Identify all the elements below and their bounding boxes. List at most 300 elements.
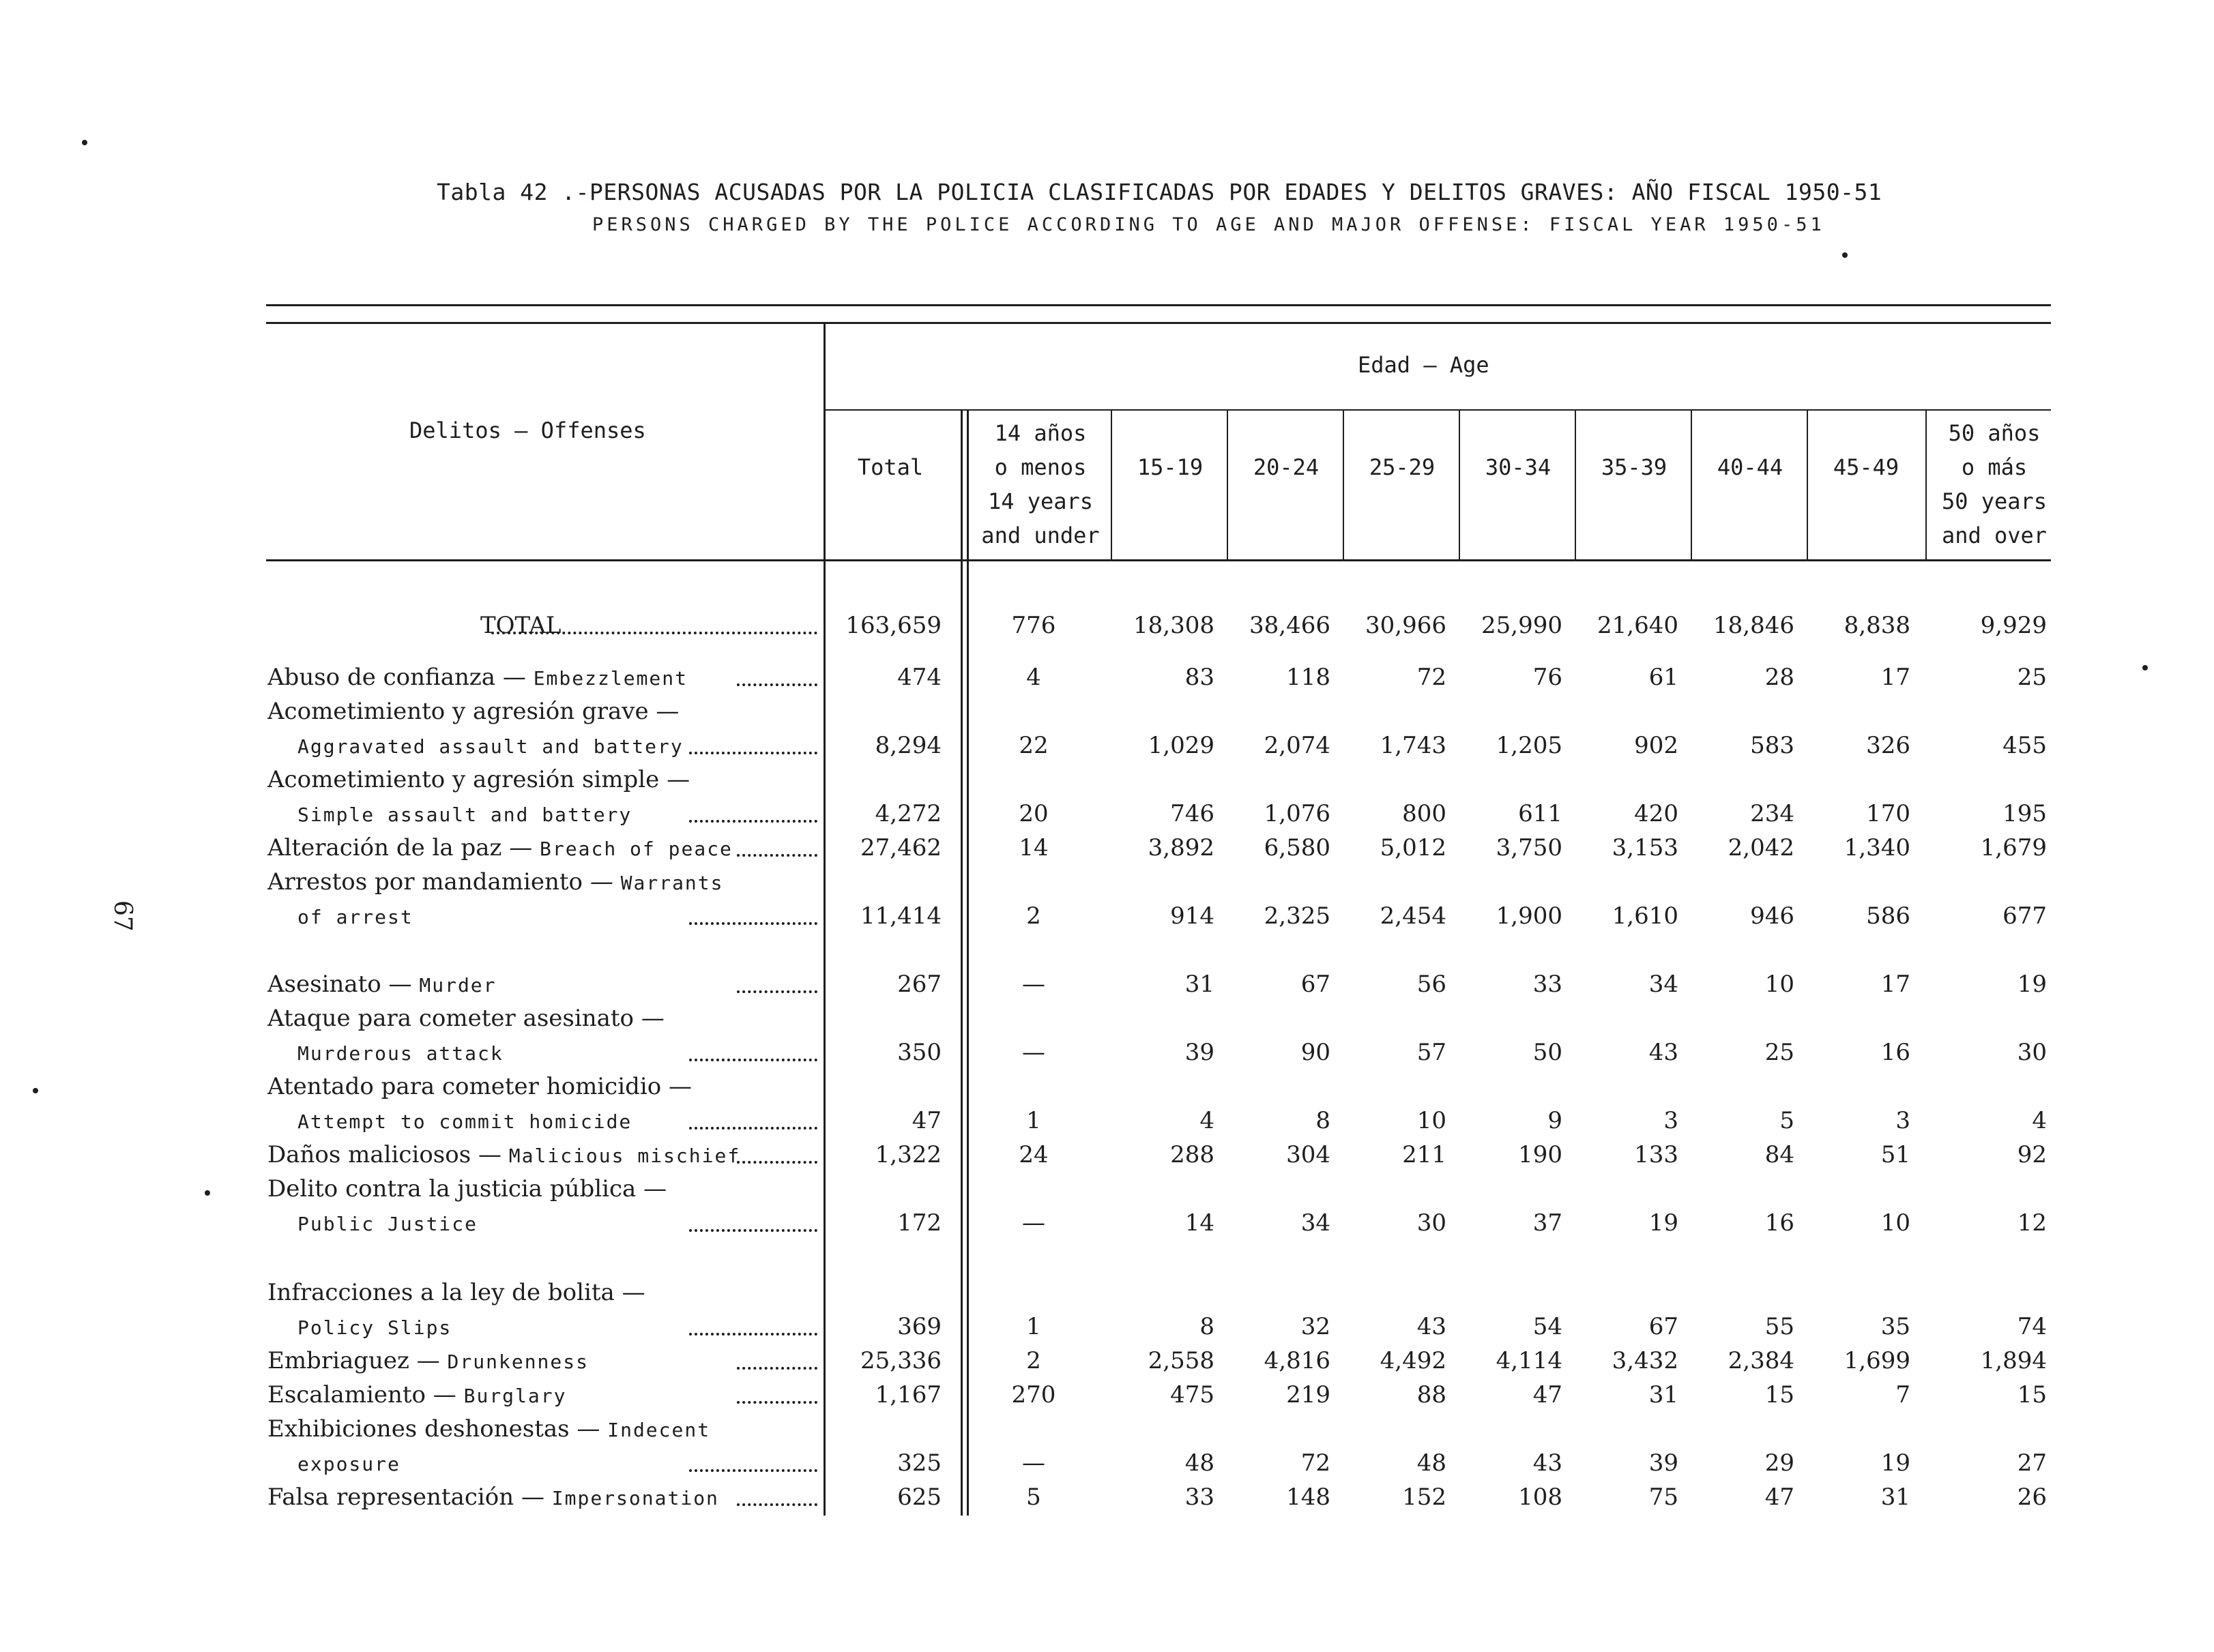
table-cell: 3,750 — [1496, 834, 1562, 861]
table-cell — [1808, 763, 1910, 797]
table-cell — [1460, 694, 1562, 728]
table-cell: 1,029 — [1148, 732, 1214, 759]
table-cell — [1460, 865, 1562, 899]
table-cell — [826, 1275, 942, 1310]
table-cell: 57 — [1416, 1039, 1446, 1066]
dot-leader — [689, 1301, 817, 1336]
dot-leader — [491, 600, 817, 634]
offense-english: Aggravated assault and battery — [297, 735, 684, 758]
table-cell: 583 — [1750, 732, 1794, 759]
table-cell: 190 — [1518, 1141, 1562, 1168]
table-cell: 84 — [1764, 1141, 1794, 1168]
column-header-line: 25-29 — [1369, 454, 1436, 480]
dot-leader — [689, 788, 817, 823]
table-cell — [1344, 1172, 1446, 1206]
table-cell: 88 — [1416, 1381, 1446, 1408]
table-cell: 1,679 — [1980, 834, 2047, 861]
offense-spanish: Asesinato — — [267, 971, 420, 998]
offense-english: Policy Slips — [297, 1316, 452, 1339]
table-cell: 195 — [2002, 800, 2047, 827]
table-cell: 474 — [897, 664, 942, 691]
table-cell: 10 — [1764, 971, 1794, 998]
table-cell: 31 — [1880, 1484, 1910, 1511]
table-cell: 420 — [1634, 800, 1678, 827]
table-cell: 17 — [1880, 664, 1910, 691]
column-header-line: 20-24 — [1253, 454, 1320, 480]
table-cell — [1228, 1172, 1330, 1206]
table-cell — [1576, 1172, 1678, 1206]
table-cell — [1460, 1275, 1562, 1310]
table-cell: 31 — [1184, 971, 1214, 998]
table-cell: 26 — [2017, 1484, 2047, 1511]
table-cell: 170 — [1866, 800, 1910, 827]
column-header-line — [1337, 518, 1467, 552]
table-cell: 163,659 — [845, 612, 942, 639]
table-cell — [826, 1412, 942, 1446]
table-cell: 28 — [1764, 664, 1794, 691]
dot-leader — [689, 1198, 817, 1232]
table-cell — [1808, 1412, 1910, 1446]
table-cell — [1576, 865, 1678, 899]
table-cell: 50 — [1532, 1039, 1562, 1066]
table-cell: 12 — [2017, 1209, 2047, 1237]
table-cell: 118 — [1286, 664, 1330, 691]
table-cell — [1692, 1001, 1794, 1035]
column-divider — [961, 409, 963, 1516]
scan-speck — [33, 1088, 38, 1093]
table-cell: 19 — [1648, 1209, 1678, 1237]
table-cell: 325 — [897, 1449, 942, 1477]
table-cell — [1692, 1070, 1794, 1104]
table-cell: 1,205 — [1496, 732, 1562, 759]
table-cell: 9,929 — [1980, 612, 2047, 639]
table-cell: 25 — [2017, 664, 2047, 691]
column-header — [962, 416, 1119, 552]
table-cell: 2,325 — [1264, 902, 1330, 930]
table-cell — [969, 865, 1098, 899]
column-header-line — [1453, 518, 1583, 552]
table-cell: 18,308 — [1133, 612, 1214, 639]
column-header-line — [1453, 416, 1583, 450]
scan-speck — [1842, 252, 1848, 258]
table-cell: 30 — [1416, 1209, 1446, 1237]
table-cell — [1344, 1070, 1446, 1104]
column-header-line — [1801, 484, 1931, 518]
table-cell — [826, 763, 942, 797]
offense-spanish: Atentado para cometer homicidio — — [267, 1073, 693, 1100]
table-cell: 914 — [1170, 902, 1214, 930]
table-cell: 4 — [1199, 1107, 1214, 1134]
column-header — [1921, 416, 2067, 552]
column-header-line: 14 years — [987, 488, 1094, 514]
table-cell: 24 — [1019, 1141, 1049, 1168]
top-rule — [266, 304, 2051, 306]
table-cell: 234 — [1750, 800, 1794, 827]
table-cell — [1112, 1070, 1214, 1104]
column-header — [1221, 416, 1351, 552]
offense-english: Indecent — [607, 1419, 711, 1441]
table-cell — [1228, 1412, 1330, 1446]
table-cell: 72 — [1300, 1449, 1330, 1477]
table-cell — [1692, 865, 1794, 899]
table-cell: 4 — [1026, 664, 1041, 691]
table-cell: 148 — [1286, 1484, 1330, 1511]
header-bottom-rule — [266, 559, 2051, 561]
dot-leader — [689, 720, 817, 754]
table-cell — [1928, 763, 2047, 797]
table-cell — [1692, 1275, 1794, 1310]
table-cell — [1112, 1275, 1214, 1310]
offense-spanish: Exhibiciones deshonestas — — [267, 1415, 608, 1443]
column-header — [1569, 416, 1699, 552]
table-cell: 1,076 — [1264, 800, 1330, 827]
table-cell: 21,640 — [1597, 612, 1678, 639]
table-cell: 27 — [2017, 1449, 2047, 1477]
table-cell: — — [1022, 971, 1045, 998]
offense-english: Warrants — [620, 872, 724, 894]
table-cell: 4,272 — [875, 800, 942, 827]
column-header-line — [1337, 484, 1467, 518]
offense-english: Murder — [419, 974, 497, 997]
table-cell: 677 — [2002, 902, 2047, 930]
table-cell — [1928, 1001, 2047, 1035]
table-cell: 25 — [1764, 1039, 1794, 1066]
dot-leader — [689, 891, 817, 925]
table-cell — [1928, 1172, 2047, 1206]
page-number: 67 — [108, 900, 136, 932]
offense-english: exposure — [297, 1453, 400, 1475]
column-header-line — [1569, 484, 1699, 518]
table-cell — [1112, 1001, 1214, 1035]
table-cell: 20 — [1019, 800, 1049, 827]
table-cell: 946 — [1750, 902, 1794, 930]
table-cell: 369 — [897, 1313, 942, 1340]
table-cell — [1112, 694, 1214, 728]
table-cell — [1576, 763, 1678, 797]
table-cell: 902 — [1634, 732, 1678, 759]
offense-english: Burglary — [463, 1385, 567, 1407]
column-header-line — [1801, 416, 1931, 450]
table-cell — [1576, 1275, 1678, 1310]
table-cell — [969, 1172, 1098, 1206]
offense-english: of arrest — [297, 906, 413, 928]
table-cell: 61 — [1648, 664, 1678, 691]
table-cell: 2 — [1026, 1347, 1041, 1374]
table-cell: 33 — [1532, 971, 1562, 998]
dot-leader — [689, 1095, 817, 1130]
table-cell — [1692, 1172, 1794, 1206]
table-cell — [1112, 1172, 1214, 1206]
offense-spanish: Infracciones a la ley de bolita — — [267, 1279, 645, 1306]
table-cell: 2,558 — [1148, 1347, 1214, 1374]
column-header-line: 50 años — [1948, 420, 2041, 446]
table-cell: 1,610 — [1612, 902, 1678, 930]
table-cell: 2,042 — [1728, 834, 1794, 861]
table-cell — [1112, 865, 1214, 899]
table-cell: 47 — [912, 1107, 942, 1134]
table-cell: 611 — [1518, 800, 1562, 827]
table-cell: 211 — [1402, 1141, 1446, 1168]
column-header — [1337, 416, 1467, 552]
table-cell — [969, 1275, 1098, 1310]
table-cell: 14 — [1019, 834, 1049, 861]
table-cell: 18,846 — [1713, 612, 1794, 639]
column-header-line — [1221, 484, 1351, 518]
offense-spanish: Alteración de la paz — — [267, 834, 540, 861]
table-cell: 2 — [1026, 902, 1041, 930]
offense-english: Attempt to commit homicide — [297, 1110, 632, 1133]
table-cell: 17 — [1880, 971, 1910, 998]
offense-spanish: Arrestos por mandamiento — — [267, 868, 621, 896]
table-cell: 39 — [1648, 1449, 1678, 1477]
column-header-line: o menos — [994, 454, 1087, 480]
offense-english: Murderous attack — [297, 1042, 504, 1065]
table-cell: 30,966 — [1365, 612, 1446, 639]
table-cell: 67 — [1648, 1313, 1678, 1340]
column-header-line — [1105, 518, 1235, 552]
table-cell: 43 — [1532, 1449, 1562, 1477]
offense-english: Public Justice — [297, 1213, 478, 1235]
table-cell: 8 — [1315, 1107, 1330, 1134]
scan-speck — [2142, 665, 2148, 670]
table-cell — [826, 694, 942, 728]
offense-spanish: Daños maliciosos — — [267, 1141, 509, 1168]
table-cell: 29 — [1764, 1449, 1794, 1477]
table-cell: 108 — [1518, 1484, 1562, 1511]
column-header-line: Total — [857, 454, 924, 480]
table-cell: 2,074 — [1264, 732, 1330, 759]
table-cell: 172 — [897, 1209, 942, 1237]
table-cell: 5,012 — [1380, 834, 1446, 861]
column-header-line: and under — [981, 522, 1100, 548]
offense-spanish: Delito contra la justicia pública — — [267, 1175, 667, 1203]
table-cell — [1928, 1070, 2047, 1104]
column-header-line: 50 years — [1941, 488, 2048, 514]
age-header-rule — [826, 409, 2051, 411]
table-cell: 1,743 — [1380, 732, 1446, 759]
offense-english: Breach of peace — [540, 838, 733, 860]
table-cell — [826, 865, 942, 899]
table-cell: 72 — [1416, 664, 1446, 691]
column-header-line — [819, 484, 962, 518]
table-cell: 39 — [1184, 1039, 1214, 1066]
table-cell: 5 — [1026, 1484, 1041, 1511]
table-cell: 16 — [1880, 1039, 1910, 1066]
column-header-line: 35-39 — [1601, 454, 1667, 480]
offense-spanish: TOTAL — [480, 612, 562, 639]
table-cell: 43 — [1416, 1313, 1446, 1340]
table-cell: 267 — [897, 971, 942, 998]
table-cell: 1,322 — [875, 1141, 942, 1168]
table-cell — [969, 1070, 1098, 1104]
table-cell: 746 — [1170, 800, 1214, 827]
offense-english: Impersonation — [551, 1487, 719, 1509]
dot-leader — [737, 1130, 817, 1164]
table-cell — [1808, 1001, 1910, 1035]
table-cell — [826, 1070, 942, 1104]
table-cell — [826, 1172, 942, 1206]
table-cell: 219 — [1286, 1381, 1330, 1408]
offenses-column-header: Delitos — Offenses — [409, 417, 646, 443]
table-cell — [1692, 694, 1794, 728]
table-cell — [1928, 865, 2047, 899]
table-cell — [1808, 1070, 1910, 1104]
table-cell: 1,900 — [1496, 902, 1562, 930]
table-cell: 48 — [1184, 1449, 1214, 1477]
table-cell: 33 — [1184, 1484, 1214, 1511]
table-cell: 35 — [1880, 1313, 1910, 1340]
table-cell — [1344, 865, 1446, 899]
table-cell: 1,699 — [1844, 1347, 1910, 1374]
table-cell — [1460, 1001, 1562, 1035]
table-cell: 14 — [1184, 1209, 1214, 1237]
dot-leader — [737, 959, 817, 993]
table-cell — [1460, 1070, 1562, 1104]
table-cell: 8 — [1199, 1313, 1214, 1340]
table-cell — [1460, 1412, 1562, 1446]
table-cell: 76 — [1532, 664, 1562, 691]
column-header — [1801, 416, 1931, 552]
table-cell: 326 — [1866, 732, 1910, 759]
table-cell — [1228, 1001, 1330, 1035]
table-cell — [1460, 763, 1562, 797]
column-header-line — [1685, 484, 1815, 518]
table-cell — [1112, 1412, 1214, 1446]
table-cell: 3,153 — [1612, 834, 1678, 861]
column-header-line — [1221, 518, 1351, 552]
table-cell: — — [1022, 1039, 1045, 1066]
table-cell — [1576, 694, 1678, 728]
column-header — [1105, 416, 1235, 552]
table-cell: 56 — [1416, 971, 1446, 998]
offense-english: Drunkenness — [447, 1351, 589, 1373]
dot-leader — [737, 823, 817, 857]
table-cell: 4,816 — [1264, 1347, 1330, 1374]
offense-spanish: Ataque para cometer asesinato — — [267, 1005, 665, 1032]
column-header-line — [1569, 518, 1699, 552]
table-cell: 4,114 — [1496, 1347, 1562, 1374]
table-cell — [969, 694, 1098, 728]
table-cell: 83 — [1184, 664, 1214, 691]
table-cell: 19 — [1880, 1449, 1910, 1477]
table-cell — [1576, 1001, 1678, 1035]
table-cell: 11,414 — [860, 902, 942, 930]
table-cell: 54 — [1532, 1313, 1562, 1340]
table-cell — [1344, 763, 1446, 797]
column-header-line: and over — [1941, 522, 2048, 548]
table-cell: 38,466 — [1249, 612, 1330, 639]
table-cell: 15 — [1764, 1381, 1794, 1408]
table-cell: 1,894 — [1980, 1347, 2047, 1374]
dot-leader — [689, 1438, 817, 1472]
table-cell: 475 — [1170, 1381, 1214, 1408]
table-cell: 1 — [1026, 1107, 1041, 1134]
table-cell — [1808, 865, 1910, 899]
table-cell: 48 — [1416, 1449, 1446, 1477]
table-cell: 27,462 — [860, 834, 942, 861]
table-cell — [1228, 1275, 1330, 1310]
table-cell — [1576, 1070, 1678, 1104]
table-cell: 3,892 — [1148, 834, 1214, 861]
table-cell: 25,990 — [1481, 612, 1562, 639]
table-cell: 625 — [897, 1484, 942, 1511]
table-cell: 22 — [1019, 732, 1049, 759]
offense-spanish: Abuso de confianza — — [267, 664, 534, 691]
column-header-line — [1685, 416, 1815, 450]
table-cell: 2,454 — [1380, 902, 1446, 930]
dot-leader — [737, 1336, 817, 1370]
table-cell: — — [1022, 1209, 1045, 1237]
offense-spanish: Acometimiento y agresión grave — — [267, 698, 680, 725]
table-cell: 1,167 — [875, 1381, 942, 1408]
offense-spanish: Falsa representación — — [267, 1484, 552, 1511]
table-cell: 7 — [1895, 1381, 1910, 1408]
column-header-line: o más — [1961, 454, 2028, 480]
table-cell: 51 — [1880, 1141, 1910, 1168]
table-cell — [969, 1412, 1098, 1446]
column-header-line — [1105, 416, 1235, 450]
table-cell: 8,294 — [875, 732, 942, 759]
table-cell: 19 — [2017, 971, 2047, 998]
table-cell — [1344, 1412, 1446, 1446]
offense-spanish: Embriaguez — — [267, 1347, 448, 1374]
dot-leader — [737, 652, 817, 686]
table-cell: 288 — [1170, 1141, 1214, 1168]
table-cell — [1808, 694, 1910, 728]
table-cell — [1928, 1275, 2047, 1310]
offense-spanish: Escalamiento — — [267, 1381, 464, 1408]
table-cell: 133 — [1634, 1141, 1678, 1168]
offense-spanish: Acometimiento y agresión simple — — [267, 766, 690, 793]
offense-english: Simple assault and battery — [297, 803, 632, 826]
table-cell — [1928, 1412, 2047, 1446]
table-cell — [1228, 694, 1330, 728]
column-header-line — [1105, 484, 1235, 518]
table-cell: 75 — [1648, 1484, 1678, 1511]
table-cell — [1692, 763, 1794, 797]
table-cell: 34 — [1300, 1209, 1330, 1237]
column-header-line — [1337, 416, 1467, 450]
dot-leader — [689, 1027, 817, 1061]
table-cell: 9 — [1547, 1107, 1562, 1134]
column-header — [819, 416, 962, 552]
table-title-english: PERSONS CHARGED BY THE POLICE ACCORDING TO AGE AND MAJOR OFFENSE: FISCAL YEAR 1950-51 — [592, 214, 1825, 235]
table-cell — [826, 1001, 942, 1035]
table-cell: 74 — [2017, 1313, 2047, 1340]
table-cell — [1808, 1275, 1910, 1310]
table-cell: 1 — [1026, 1313, 1041, 1340]
table-cell: 92 — [2017, 1141, 2047, 1168]
table-cell: 1,340 — [1844, 834, 1910, 861]
table-cell: 6,580 — [1264, 834, 1330, 861]
table-cell: 776 — [1011, 612, 1056, 639]
table-cell: 30 — [2017, 1039, 2047, 1066]
table-cell: 55 — [1764, 1313, 1794, 1340]
column-header-line — [819, 518, 962, 552]
column-header-line: 15-19 — [1137, 454, 1204, 480]
column-header — [1453, 416, 1583, 552]
column-header-line — [1569, 416, 1699, 450]
table-cell — [1692, 1412, 1794, 1446]
table-cell: 43 — [1648, 1039, 1678, 1066]
dot-leader — [737, 1370, 817, 1404]
table-cell: 152 — [1402, 1484, 1446, 1511]
column-header-line — [819, 416, 962, 450]
table-cell: 4 — [2032, 1107, 2047, 1134]
age-group-header: Edad — Age — [1358, 352, 1489, 378]
table-cell — [1228, 865, 1330, 899]
table-cell: 10 — [1880, 1209, 1910, 1237]
